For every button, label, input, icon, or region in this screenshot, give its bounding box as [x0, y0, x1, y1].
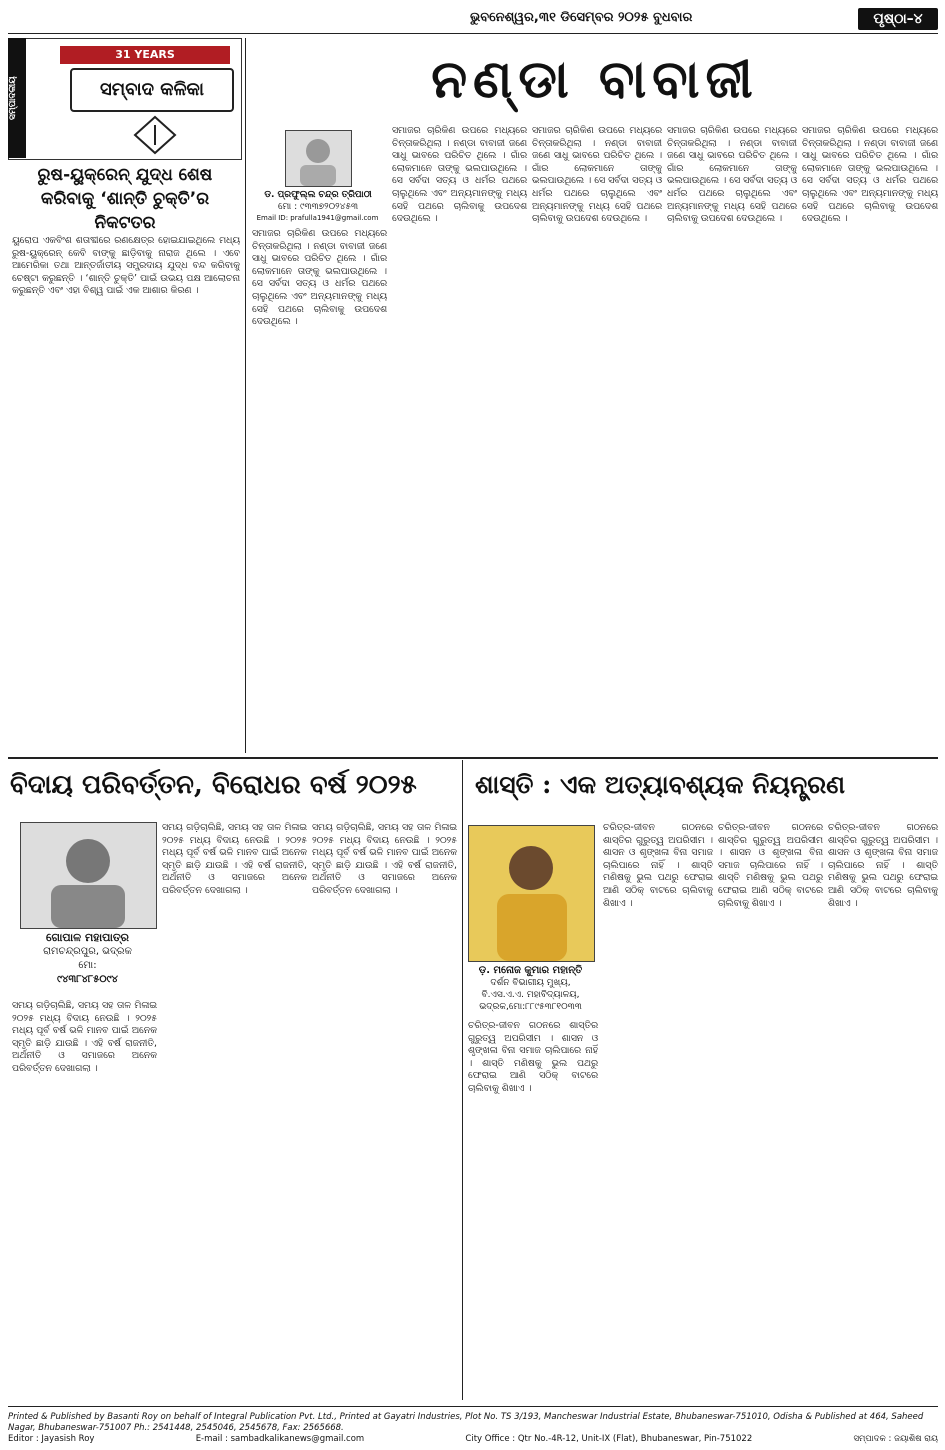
main-headline: ନଣ୍ଡା ବାବାଜୀ	[431, 49, 759, 110]
page-number-badge: ପୃଷ୍ଠା–୪	[858, 8, 938, 30]
years-ribbon: 31 YEARS	[60, 46, 230, 64]
section3-author-name: ଡ଼. ମନୋଜ କୁମାର ମହାନ୍ତି	[478, 965, 583, 976]
date-line: ଭୁବନେଶ୍ୱର,୩୧ ଡିସେମ୍ବର ୨୦୨୫ ବୁଧବାର	[470, 10, 693, 25]
section-rule	[8, 757, 938, 759]
city-office-label: City Office : Qtr No.-4R-12, Unit-IX (Flat), Bhubaneswar, Pin-751022	[465, 1434, 753, 1444]
section2-author-phone: ୯୪୩୮୪୮୫୦୯୪	[57, 974, 118, 985]
left-story-headline: ରୁଷ-ୟୁକ୍ରେନ୍ ଯୁଦ୍ଧ ଶେଷ କରିବାକୁ ‘ଶାନ୍ତି ଚୁକ୍ତି’ର ନିକଟତର	[37, 165, 213, 233]
nanda-body-col1	[252, 228, 387, 753]
section2-body-col1	[12, 1000, 157, 1400]
section3-author-role: ଦର୍ଶନ ବିଭାଗୀୟ ମୁଖ୍ୟ,	[490, 978, 571, 988]
person-icon	[469, 826, 594, 961]
email-label: E-mail : sambadkalikanews@gmail.com	[195, 1434, 365, 1444]
left-story-paragraph: ୟୁରୋପ ଏକବିଂଶ ଶତାବ୍ଦୀରେ ରଣକ୍ଷେତ୍ର ହୋଇଯାଇଥିଲେ ମଧ୍ୟ ରୁଷ-ୟୁକ୍ରେନ୍ କେବି ବାଙ୍କୁ ଛାଡ଼ିବାକୁ ନାରାଜ ଥିଲେ । ଏବେ ଆମେରିକା ତଥା ଆନ୍ତର୍ଜାତୀୟ ସମ୍ପ୍ରଦାୟ ଯୁଦ୍ଧ ବନ୍ଦ କରିବାକୁ ଚେଷ୍ଟା କରୁଛନ୍ତି । ‘ଶାନ୍ତି ଚୁକ୍ତି’ ପାଇଁ ଉଭୟ ପକ୍ଷ ଆଲୋଚନା କରୁଛନ୍ତି ଏବଂ ଏହା ବିଶ୍ୱ ପାଇଁ ଏକ ଆଶାର କିରଣ ।	[12, 235, 240, 297]
section2-author-name: ଗୋପାଳ ମହାପାତ୍ର	[45, 931, 130, 944]
nanda-body-col2	[392, 125, 527, 753]
person-icon	[286, 131, 351, 186]
section3-headline: ଶାସ୍ତି : ଏକ ଅତ୍ୟାବଶ୍ୟକ ନିୟନ୍ତ୍ରଣ	[475, 770, 846, 799]
nanda-body-col5	[802, 125, 938, 753]
section2-headline: ବିଦାୟ ପରିବର୍ତ୍ତନ, ବିରୋଧର ବର୍ଷ ୨୦୨୫	[10, 770, 417, 800]
section3-body-col2	[603, 822, 713, 1400]
author-phone: ମୋ : ୯୩୩୭୨୦୨୪୫୩	[277, 202, 359, 212]
section3-paragraph: ଚରିତ୍ର-ଜୀବନ ଗଠନରେ ଶାସ୍ତିର ଗୁରୁତ୍ୱ ଅପରିସୀମ । ଶାସନ ଓ ଶୃଙ୍ଖଳା ବିନା ସମାଜ ଚାଲିପାରେ ନାହିଁ । ଶାସ୍ତି ମଣିଷକୁ ଭୁଲ ପଥରୁ ଫେରାଇ ଆଣି ସଠିକ୍ ବାଟରେ ଚାଲିବାକୁ ଶିଖାଏ ।	[718, 822, 823, 909]
author-photo	[285, 130, 352, 187]
footer-rule	[8, 1406, 938, 1407]
top-rule	[8, 33, 938, 34]
section2-paragraph: ସମୟ ଗଡ଼ିଚାଲିଛି, ସମୟ ସହ ତାଳ ମିଳାଇ ୨୦୨୫ ମଧ୍ୟ ବିଦାୟ ନେଉଛି । ୨୦୨୫ ମଧ୍ୟ ପୂର୍ବ ବର୍ଷ ଭଳି ମାନବ ପାଇଁ ଅନେକ ସ୍ମୃତି ଛାଡ଼ି ଯାଉଛି । ଏହି ବର୍ଷ ରାଜନୀତି, ଅର୍ଥନୀତି ଓ ସମାଜରେ ଅନେକ ପରିବର୍ତ୍ତନ ଦେଖାଗଲା ।	[162, 822, 307, 896]
section2-author-phone-label: ମୋ:	[78, 960, 97, 971]
nanda-paragraph: ସମାଜର ଚାରିକିଣ ଉପରେ ମଧ୍ୟରେ ଚିନ୍ତାକରିଥିଲା । ନଣ୍ଡା ବାବାଜୀ ଜଣେ ସାଧୁ ଭାବରେ ପରିଚିତ ଥିଲେ । ଗାଁର ଲୋକମାନେ ତାଙ୍କୁ ଭଲପାଉଥିଲେ । ସେ ସର୍ବଦା ସତ୍ୟ ଓ ଧର୍ମର ପଥରେ ଚାଲୁଥିଲେ ଏବଂ ଅନ୍ୟମାନଙ୍କୁ ମଧ୍ୟ ସେହି ପଥରେ ଚାଲିବାକୁ ଉପଦେଶ ଦେଉଥିଲେ ।	[667, 125, 797, 225]
nanda-paragraph: ସମାଜର ଚାରିକିଣ ଉପରେ ମଧ୍ୟରେ ଚିନ୍ତାକରିଥିଲା । ନଣ୍ଡା ବାବାଜୀ ଜଣେ ସାଧୁ ଭାବରେ ପରିଚିତ ଥିଲେ । ଗାଁର ଲୋକମାନେ ତାଙ୍କୁ ଭଲପାଉଥିଲେ । ସେ ସର୍ବଦା ସତ୍ୟ ଓ ଧର୍ମର ପଥରେ ଚାଲୁଥିଲେ ଏବଂ ଅନ୍ୟମାନଙ୍କୁ ମଧ୍ୟ ସେହି ପଥରେ ଚାଲିବାକୁ ଉପଦେଶ ଦେଉଥିଲେ ।	[392, 125, 527, 225]
nanda-paragraph: ସମାଜର ଚାରିକିଣ ଉପରେ ମଧ୍ୟରେ ଚିନ୍ତାକରିଥିଲା । ନଣ୍ଡା ବାବାଜୀ ଜଣେ ସାଧୁ ଭାବରେ ପରିଚିତ ଥିଲେ । ଗାଁର ଲୋକମାନେ ତାଙ୍କୁ ଭଲପାଉଥିଲେ । ସେ ସର୍ବଦା ସତ୍ୟ ଓ ଧର୍ମର ପଥରେ ଚାଲୁଥିଲେ ଏବଂ ଅନ୍ୟମାନଙ୍କୁ ମଧ୍ୟ ସେହି ପଥରେ ଚାଲିବାକୁ ଉପଦେଶ ଦେଉଥିଲେ ।	[252, 228, 387, 328]
author-email: Email ID: prafulla1941@gmail.com	[256, 214, 379, 222]
section3-body-col3	[718, 822, 823, 1400]
section3-paragraph: ଚରିତ୍ର-ଜୀବନ ଗଠନରେ ଶାସ୍ତିର ଗୁରୁତ୍ୱ ଅପରିସୀମ । ଶାସନ ଓ ଶୃଙ୍ଖଳା ବିନା ସମାଜ ଚାଲିପାରେ ନାହିଁ । ଶାସ୍ତି ମଣିଷକୁ ଭୁଲ ପଥରୁ ଫେରାଇ ଆଣି ସଠିକ୍ ବାଟରେ ଚାଲିବାକୁ ଶିଖାଏ ।	[603, 822, 713, 909]
paper-name-logo: ସମ୍ବାଦ କଳିକା	[70, 68, 234, 112]
section3-author-phone: ଭଦ୍ରକ,ମୋ:୮୮୯୫୩୮୧୦୩୩	[479, 1002, 582, 1012]
pen-nib-icon	[120, 115, 190, 155]
nanda-paragraph: ସମାଜର ଚାରିକିଣ ଉପରେ ମଧ୍ୟରେ ଚିନ୍ତାକରିଥିଲା । ନଣ୍ଡା ବାବାଜୀ ଜଣେ ସାଧୁ ଭାବରେ ପରିଚିତ ଥିଲେ । ଗାଁର ଲୋକମାନେ ତାଙ୍କୁ ଭଲପାଉଥିଲେ । ସେ ସର୍ବଦା ସତ୍ୟ ଓ ଧର୍ମର ପଥରେ ଚାଲୁଥିଲେ ଏବଂ ଅନ୍ୟମାନଙ୍କୁ ମଧ୍ୟ ସେହି ପଥରେ ଚାଲିବାକୁ ଉପଦେଶ ଦେଉଥିଲେ ।	[532, 125, 662, 225]
section3-paragraph: ଚରିତ୍ର-ଜୀବନ ଗଠନରେ ଶାସ୍ତିର ଗୁରୁତ୍ୱ ଅପରିସୀମ । ଶାସନ ଓ ଶୃଙ୍ଖଳା ବିନା ସମାଜ ଚାଲିପାରେ ନାହିଁ । ଶାସ୍ତି ମଣିଷକୁ ଭୁଲ ପଥରୁ ଫେରାଇ ଆଣି ସଠିକ୍ ବାଟରେ ଚାଲିବାକୁ ଶିଖାଏ ।	[828, 822, 938, 909]
column-divider	[245, 38, 246, 753]
person-icon	[21, 823, 156, 928]
column-divider	[462, 760, 463, 1400]
imprint-row	[8, 1434, 938, 1445]
section3-body-col4	[828, 822, 938, 1400]
nanda-paragraph: ସମାଜର ଚାରିକିଣ ଉପରେ ମଧ୍ୟରେ ଚିନ୍ତାକରିଥିଲା । ନଣ୍ଡା ବାବାଜୀ ଜଣେ ସାଧୁ ଭାବରେ ପରିଚିତ ଥିଲେ । ଗାଁର ଲୋକମାନେ ତାଙ୍କୁ ଭଲପାଉଥିଲେ । ସେ ସର୍ବଦା ସତ୍ୟ ଓ ଧର୍ମର ପଥରେ ଚାଲୁଥିଲେ ଏବଂ ଅନ୍ୟମାନଙ୍କୁ ମଧ୍ୟ ସେହି ପଥରେ ଚାଲିବାକୁ ଉପଦେଶ ଦେଉଥିଲେ ।	[802, 125, 938, 225]
editor-label: Editor : Jayasish Roy	[8, 1434, 95, 1444]
left-story-body	[12, 235, 240, 753]
editor-odia-label: ସମ୍ପାଦକ : ଜୟାଶିଷ ରାୟ	[853, 1434, 938, 1444]
imprint-footer	[8, 1412, 938, 1445]
section2-body-col3	[312, 822, 457, 1400]
section2-author-place: ରାମଚନ୍ଦ୍ରପୁର, ଭଦ୍ରକ	[43, 946, 132, 957]
section3-author-photo	[468, 825, 595, 962]
section2-paragraph: ସମୟ ଗଡ଼ିଚାଲିଛି, ସମୟ ସହ ତାଳ ମିଳାଇ ୨୦୨୫ ମଧ୍ୟ ବିଦାୟ ନେଉଛି । ୨୦୨୫ ମଧ୍ୟ ପୂର୍ବ ବର୍ଷ ଭଳି ମାନବ ପାଇଁ ଅନେକ ସ୍ମୃତି ଛାଡ଼ି ଯାଉଛି । ଏହି ବର୍ଷ ରାଜନୀତି, ଅର୍ଥନୀତି ଓ ସମାଜରେ ଅନେକ ପରିବର୍ତ୍ତନ ଦେଖାଗଲା ।	[12, 1000, 157, 1074]
masthead-side-label: ସମ୍ପାଦକୀୟ	[8, 38, 26, 158]
section3-body-col1	[468, 1020, 598, 1400]
nanda-body-col3	[532, 125, 662, 753]
author-caption: ଡ. ପ୍ରଫୁଲ୍ଲ ଚନ୍ଦ୍ର ତ୍ରିପାଠୀ	[264, 190, 372, 200]
nanda-body-col4	[667, 125, 797, 753]
section2-author-photo	[20, 822, 157, 929]
section3-author-college: ବି.ଏସ.ଏ.ଏ. ମହାବିଦ୍ୟାଳୟ,	[481, 990, 580, 1000]
section2-paragraph: ସମୟ ଗଡ଼ିଚାଲିଛି, ସମୟ ସହ ତାଳ ମିଳାଇ ୨୦୨୫ ମଧ୍ୟ ବିଦାୟ ନେଉଛି । ୨୦୨୫ ମଧ୍ୟ ପୂର୍ବ ବର୍ଷ ଭଳି ମାନବ ପାଇଁ ଅନେକ ସ୍ମୃତି ଛାଡ଼ି ଯାଉଛି । ଏହି ବର୍ଷ ରାଜନୀତି, ଅର୍ଥନୀତି ଓ ସମାଜରେ ଅନେକ ପରିବର୍ତ୍ତନ ଦେଖାଗଲା ।	[312, 822, 457, 896]
imprint-line: Printed & Published by Basanti Roy on behalf of Integral Publication Pvt. Ltd., Printed at Gayatri Industries, Plot No. TS 3/193, Mancheswar Industrial Estate, Bhubaneswar-751010, Odisha & Published at 464, Saheed Nagar, Bhubaneswar-751007 Ph.: 2541448, 2545046, 2545678, Fax: 2565668.	[8, 1412, 924, 1433]
section3-paragraph: ଚରିତ୍ର-ଜୀବନ ଗଠନରେ ଶାସ୍ତିର ଗୁରୁତ୍ୱ ଅପରିସୀମ । ଶାସନ ଓ ଶୃଙ୍ଖଳା ବିନା ସମାଜ ଚାଲିପାରେ ନାହିଁ । ଶାସ୍ତି ମଣିଷକୁ ଭୁଲ ପଥରୁ ଫେରାଇ ଆଣି ସଠିକ୍ ବାଟରେ ଚାଲିବାକୁ ଶିଖାଏ ।	[468, 1020, 598, 1094]
section2-body-col2	[162, 822, 307, 1400]
